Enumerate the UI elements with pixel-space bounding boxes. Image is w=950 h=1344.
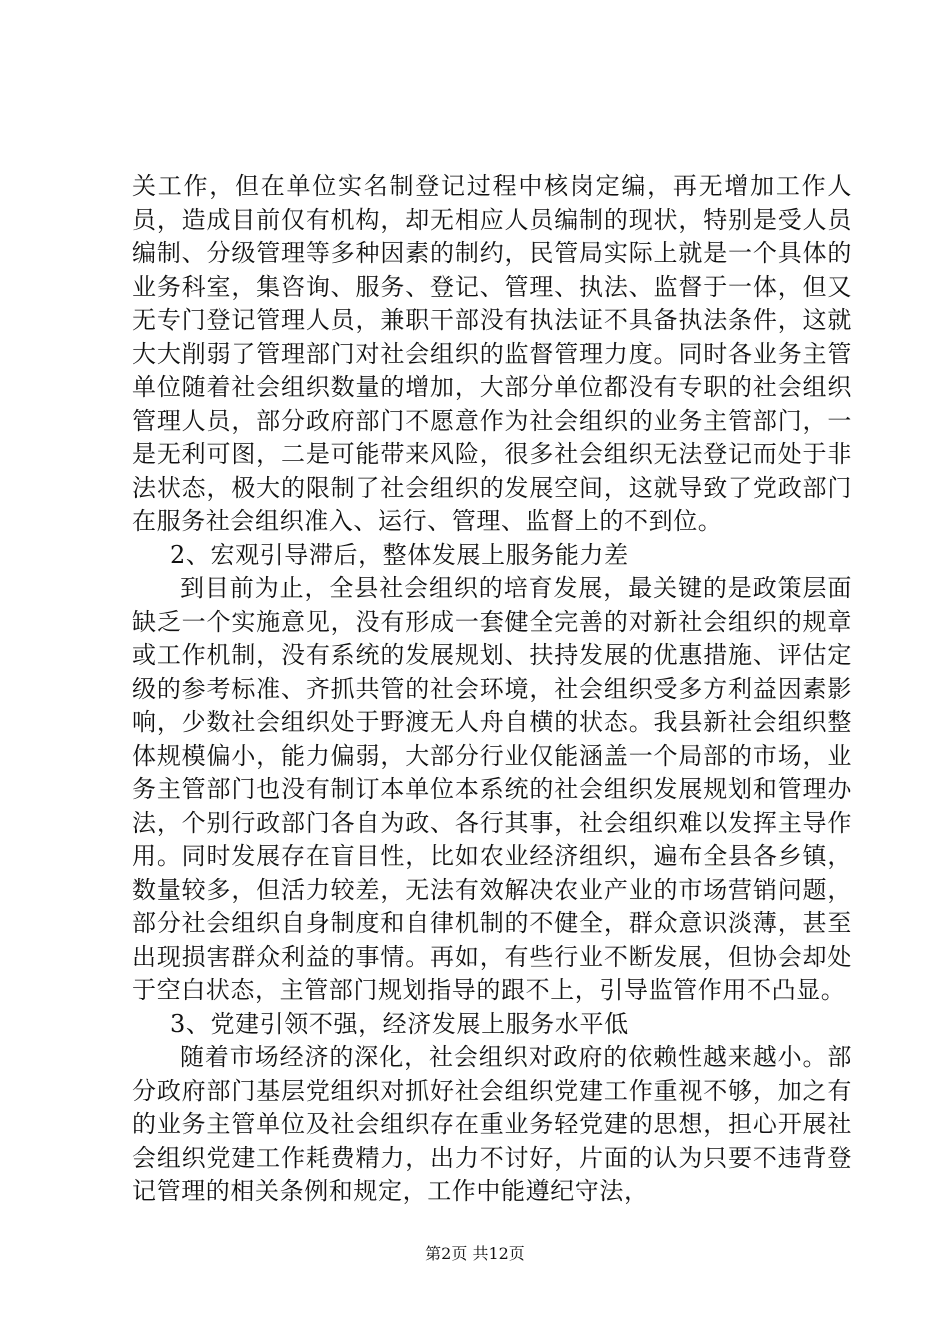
page-number-footer: 第2页 共12页: [425, 1244, 525, 1263]
document-body: [132, 170, 852, 1209]
paragraph-section-3: 随着市场经济的深化，社会组织对政府的依赖性越来越小。部分政府部门基层党组织对抓好社会组织党建工作重视不够，加之有的业务主管单位及社会组织存在重业务轻党建的思想，担心开展社会组织党建工作耗费精力，出力不讨好，片面的认为只要不违背登记管理的相关条例和规定，工作中能遵纪守法，: [132, 1043, 852, 1205]
section-heading-3: 3、党建引领不强，经济发展上服务水平低: [170, 1009, 629, 1038]
paragraph-section-2: 到目前为止，全县社会组织的培育发展，最关键的是政策层面缺乏一个实施意见，没有形成一套健全完善的对新社会组织的规章或工作机制，没有系统的发展规划、扶持发展的优惠措施、评估定级的参考标准、齐抓共管的社会环境，社会组织受多方利益因素影响，少数社会组织处于野渡无人舟自横的状态。我县新社会组织整体规模偏小，能力偏弱，大部分行业仅能涵盖一个局部的市场，业务主管部门也没有制订本单位本系统的社会组织发展规划和管理办法，个别行政部门各自为政、各行其事，社会组织难以发挥主导作用。同时发展存在盲目性，比如农业经济组织，遍布全县各乡镇，数量较多，但活力较差，无法有效解决农业产业的市场营销问题，部分社会组织自身制度和自律机制的不健全，群众意识淡薄，甚至出现损害群众利益的事情。再如，有些行业不断发展，但协会却处于空白状态，主管部门规划指导的跟不上，引导监管作用不凸显。: [132, 574, 852, 1004]
section-heading-2: 2、宏观引导滞后，整体发展上服务能力差: [170, 540, 629, 569]
paragraph-continuation: 关工作，但在单位实名制登记过程中核岗定编，再无增加工作人员，造成目前仅有机构，却无相应人员编制的现状，特别是受人员编制、分级管理等多种因素的制约，民管局实际上就是一个具体的业务科室，集咨询、服务、登记、管理、执法、监督于一体，但又无专门登记管理人员，兼职干部没有执法证不具备执法条件，这就大大削弱了管理部门对社会组织的监督管理力度。同时各业务主管单位随着社会组织数量的增加，大部分单位都没有专职的社会组织管理人员，部分政府部门不愿意作为社会组织的业务主管部门，一是无利可图，二是可能带来风险，很多社会组织无法登记而处于非法状态，极大的限制了社会组织的发展空间，这就导致了党政部门在服务社会组织准入、运行、管理、监督上的不到位。: [132, 172, 852, 535]
